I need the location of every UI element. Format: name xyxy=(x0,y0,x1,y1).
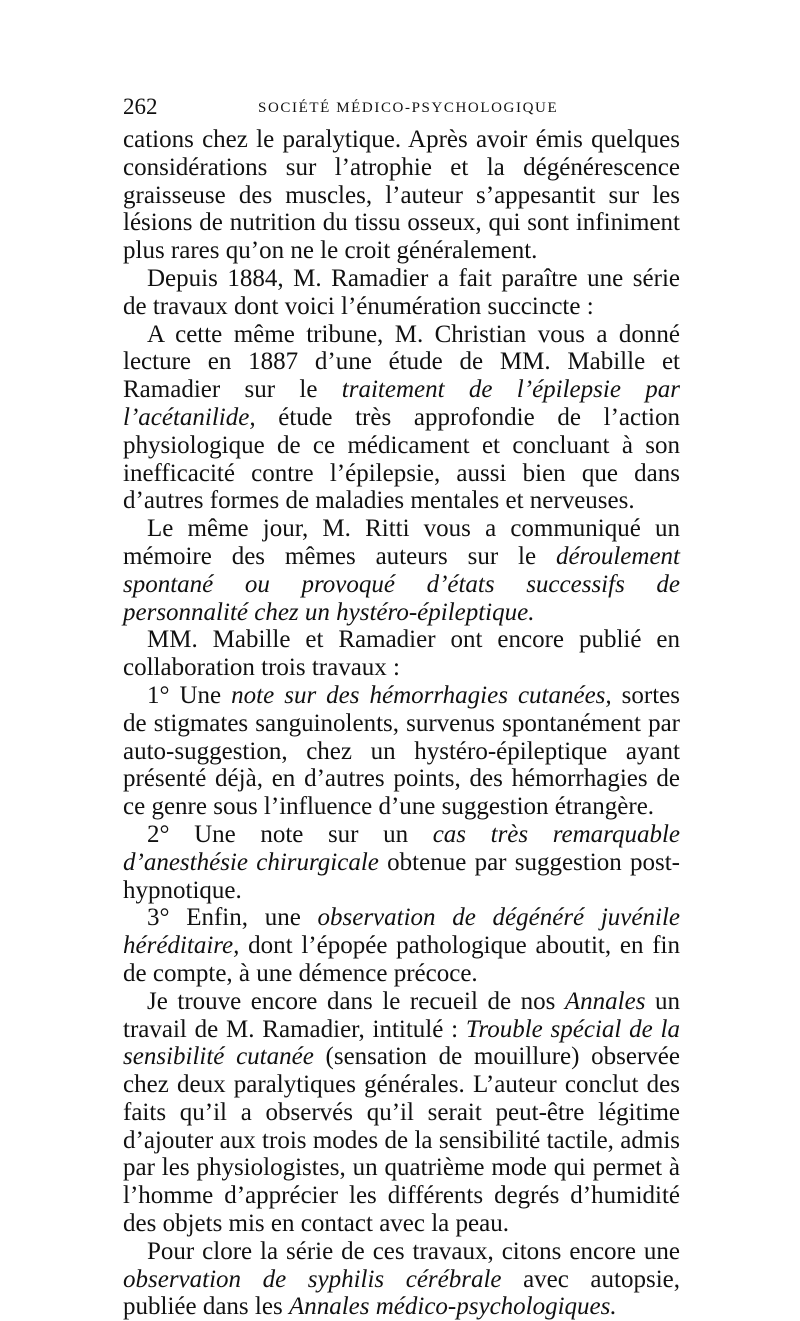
text-segment: Pour clore la série de ces travaux, citons encore une xyxy=(147,1237,680,1265)
text-segment: un travail de M. Ramadier, intitulé : xyxy=(123,987,681,1043)
italic-title: Annales médico-psychologiques. xyxy=(288,1293,617,1321)
text-segment: Depuis 1884, M. Ramadier a fait paraître une série de travaux dont voici l’énumération succincte : xyxy=(123,264,680,320)
italic-title: Trouble spécial de la sensibilité cutanée xyxy=(123,1015,680,1071)
text-segment: A cette même tribune, M. Christian vous a donné lecture en 1887 d’une étude de MM. Mabille et Ramadier sur le xyxy=(123,320,680,404)
text-segment: MM. Mabille et Ramadier ont encore publié en collaboration trois travaux : xyxy=(123,626,680,682)
paragraph xyxy=(123,904,680,987)
text-segment: (sensation de mouillure) observée chez deux paralytiques générales. L’auteur conclut des faits qu’il a observés qu’il serait peut-être légitime d’ajouter aux trois modes de la sensibilité tactile, admis par les physiologistes, un quatrième mode qui permet à l’homme d’apprécier les différents degrés d’humidité des objets mis en contact avec la peau. xyxy=(123,1043,680,1238)
italic-title: observation de dégénéré juvénile héréditaire, xyxy=(123,904,680,960)
paragraph xyxy=(123,682,680,821)
paragraph xyxy=(123,821,680,904)
paragraph xyxy=(123,265,680,321)
page-number: 262 xyxy=(123,94,158,119)
text-segment: cations chez le paralytique. Après avoir émis quelques considérations sur l’atrophie et la dégénérescence graisseuse des muscles, l’auteur s’appesantit sur les lésions de nutrition du tissu osseux, qui sont infiniment plus rares qu’on ne le croit généralement. xyxy=(123,126,680,265)
italic-title: note sur des hémorrhagies cutanées, xyxy=(231,681,612,709)
italic-title: Annales xyxy=(564,987,646,1015)
italic-title: cas très remarquable d’anesthésie chirurgicale xyxy=(123,820,681,876)
text-segment: avec autopsie, publiée dans les xyxy=(123,1265,680,1321)
text-segment: Je trouve encore dans le recueil de nos xyxy=(147,987,565,1015)
text-segment: sortes de stigmates sanguinolents, survenus spontanément par auto-suggestion, chez un hystéro-épileptique ayant présenté déjà, en d’autres points, des hémorrhagies de ce genre sous l’influence d’une suggestion étrangère. xyxy=(123,681,681,821)
italic-title: observation de syphilis cérébrale xyxy=(123,1265,502,1293)
paragraph xyxy=(123,515,680,626)
italic-title: déroulement spontané ou provoqué d’états successifs de personnalité chez un hystéro-épileptique. xyxy=(123,542,680,626)
italic-title: traitement de l’épilepsie par l’acétanilide, xyxy=(123,376,680,431)
text-segment: obtenue par suggestion post-hypnotique. xyxy=(123,848,680,904)
paragraph xyxy=(123,321,680,516)
paragraph xyxy=(123,988,680,1238)
text-segment: dont l’épopée pathologique aboutit, en fin de compte, à une démence précoce. xyxy=(123,932,680,987)
text-segment: 2° Une note sur un xyxy=(147,820,433,848)
page-header xyxy=(123,92,680,122)
paragraph xyxy=(123,126,680,265)
running-title: SOCIÉTÉ MÉDICO-PSYCHOLOGIQUE xyxy=(258,100,559,116)
text-segment: Le même jour, M. Ritti vous a communiqué un mémoire des mêmes auteurs sur le xyxy=(123,515,680,570)
text-segment: 1° Une xyxy=(147,681,232,709)
paragraph xyxy=(123,626,680,682)
text-segment: 3° Enfin, une xyxy=(147,904,318,932)
body-text xyxy=(123,126,680,1321)
paragraph xyxy=(123,1238,680,1321)
text-segment: étude très approfondie de l’action physiologique de ce médicament et concluant à son inefficacité contre l’épilepsie, aussi bien que dans d’autres formes de maladies mentales et nerveuses. xyxy=(123,403,680,515)
